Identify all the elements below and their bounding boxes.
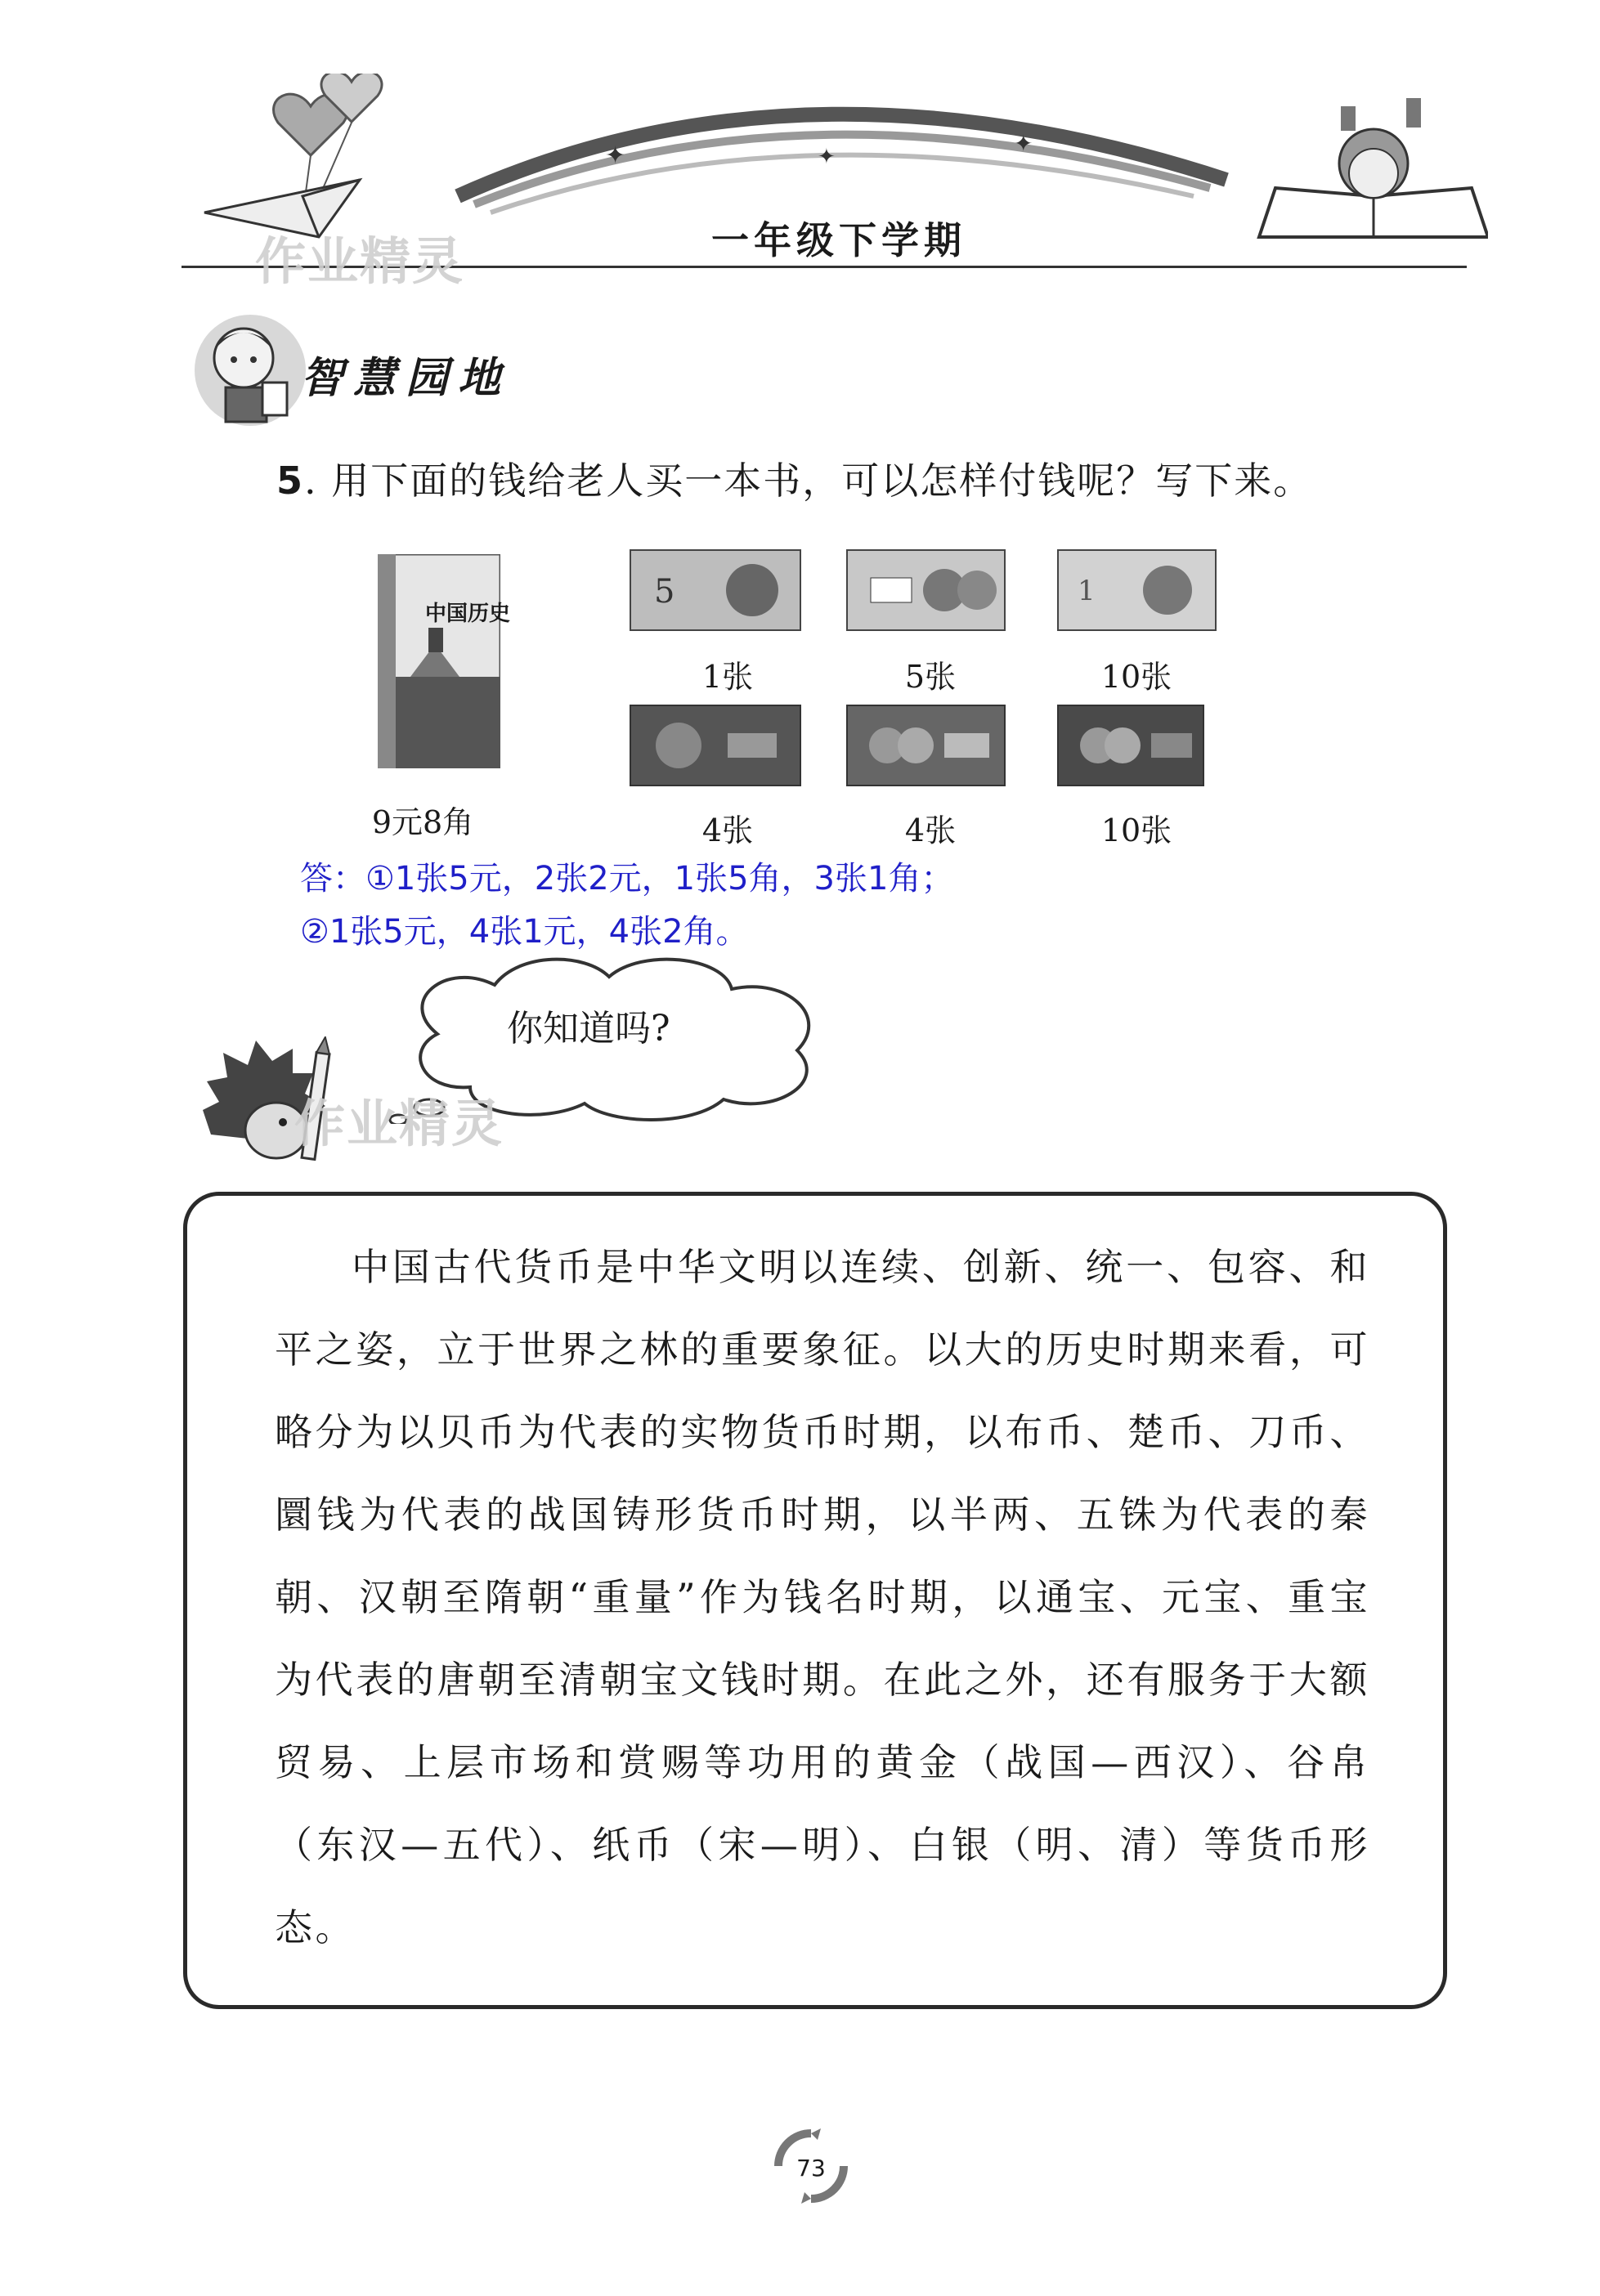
svg-text:✦: ✦ (1014, 130, 1033, 157)
svg-text:✦: ✦ (605, 141, 626, 170)
svg-text:5: 5 (654, 573, 675, 611)
watermark: 作业精灵 (255, 231, 465, 291)
five-yuan-note (630, 549, 801, 631)
book-price: 9元8角 (371, 804, 474, 840)
answer-line-1: 答：①1张5元，2张2元，1张5角，3张1角； (300, 860, 954, 897)
boy-reading-icon (185, 309, 307, 432)
question-5 (276, 451, 1312, 505)
five-jiao-note (630, 705, 801, 786)
two-yuan-note (846, 549, 1006, 631)
svg-text:✦: ✦ (818, 145, 836, 169)
question-number: 5 (276, 459, 305, 503)
two-jiao-note (846, 705, 1006, 786)
one-jiao-note (1057, 705, 1204, 786)
count-two-jiao: 4张 (904, 812, 957, 848)
grade-title: 一年级下学期 (711, 218, 966, 262)
info-text: 中国古代货币是中华文明以连续、创新、统一、包容、和平之姿，立于世界之林的重要象征。以大的历史时期来看，可略分为以贝币为代表的实物货币时期，以布币、楚币、刀币、圜钱为代表的战国铸形货币时期，以半两、五铢为代表的秦朝、汉朝至隋朝“重量”作为钱名时期，以通宝、元宝、重宝为代表的唐朝至清朝宝文钱时期。在此之外，还有服务于大额贸易、上层市场和赏赐等功用的黄金（战国—西汉）、谷帛（东汉—五代）、纸币（宋—明）、白银（明、清）等货币形态。 (275, 1245, 1370, 1949)
count-two-yuan: 5张 (904, 659, 957, 695)
history-book-image (378, 554, 500, 768)
book-cover-title: 中国历史 (425, 602, 511, 626)
watermark-2: 作业精灵 (294, 1094, 504, 1153)
question-text: . 用下面的钱给老人买一本书，可以怎样付钱呢？写下来。 (304, 459, 1313, 503)
count-five-yuan: 1张 (701, 659, 754, 695)
svg-text:1: 1 (1078, 575, 1096, 607)
answer-line-2: ②1张5元，4张1元，4张2角。 (300, 913, 749, 951)
section-title: 智慧园地 (301, 354, 511, 403)
did-you-know-title: 你知道吗? (507, 1008, 670, 1050)
count-one-jiao: 10张 (1100, 812, 1172, 848)
one-yuan-note (1057, 549, 1217, 631)
count-five-jiao: 4张 (701, 812, 754, 848)
page-number: 73 (796, 2155, 826, 2182)
count-one-yuan: 10张 (1100, 659, 1172, 695)
